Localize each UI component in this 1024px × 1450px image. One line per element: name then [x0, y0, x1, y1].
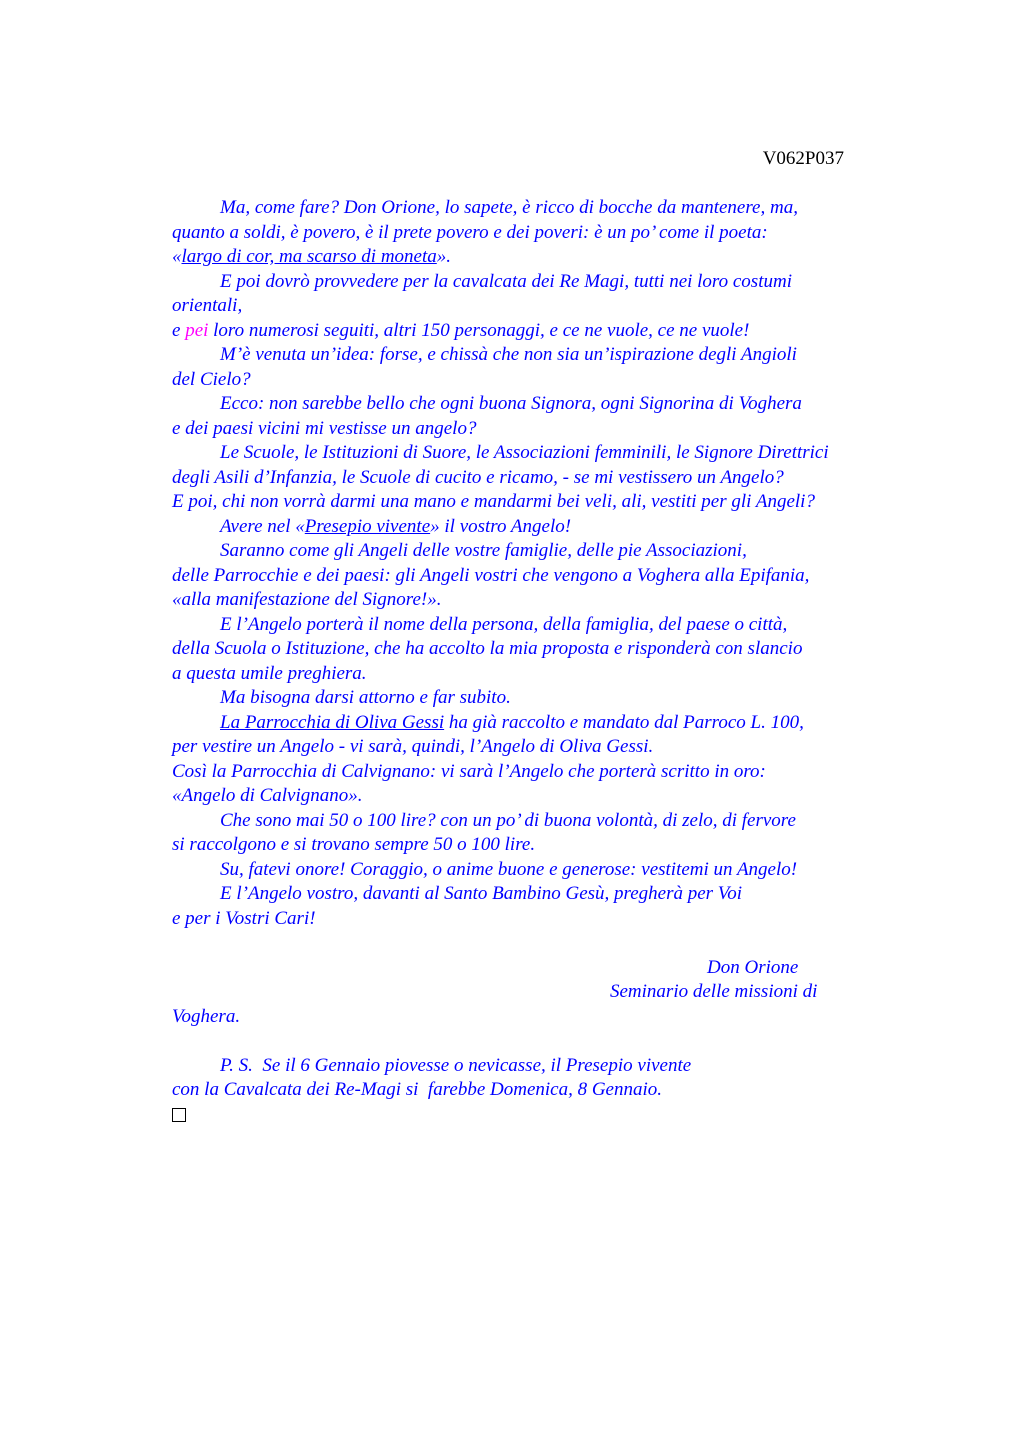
text-fragment: ha già raccolto e mandato dal Parroco L. 100,	[444, 711, 804, 733]
text-line: si raccolgono e si trovano sempre 50 o 100 lire.	[172, 834, 536, 855]
text-line: quanto a soldi, è povero, è il prete povero e dei poveri: è un po’ come il poeta:	[172, 221, 768, 243]
text-line: E poi dovrò provvedere per la cavalcata dei Re Magi, tutti nei loro costumi	[220, 270, 792, 292]
spacer	[172, 931, 892, 956]
empty-square-icon	[172, 1108, 186, 1122]
text-line: del Cielo?	[172, 368, 251, 390]
text-line	[172, 711, 892, 736]
signature-name: Don Orione	[707, 956, 799, 978]
text-line: E l’Angelo porterà il nome della persona, della famiglia, del paese o città,	[220, 613, 788, 635]
text-fragment: Avere nel «	[220, 515, 305, 537]
postscript-line: P. S. Se il 6 Gennaio piovesse o nevicasse, il Presepio vivente	[220, 1054, 692, 1076]
text-line: Ma bisogna darsi attorno e far subito.	[220, 687, 511, 708]
text-line: delle Parrocchie e dei paesi: gli Angeli vostri che vengono a Voghera alla Epifania,	[172, 564, 810, 586]
text-fragment: loro numerosi seguiti, altri 150 personaggi, e ce ne vuole, ce ne vuole!	[208, 319, 750, 341]
text-line: «Angelo di Calvignano».	[172, 785, 363, 806]
text-line: orientali,	[172, 295, 243, 316]
quote-close: ».	[436, 246, 452, 267]
text-line: M’è venuta un’idea: forse, e chissà che non sia un’ispirazione degli Angioli	[220, 344, 797, 365]
signature-line: Voghera.	[172, 1005, 241, 1027]
text-line: a questa umile preghiera.	[172, 662, 367, 684]
text-line: Le Scuole, le Istituzioni di Suore, le Associazioni femminili, le Signore Direttrici	[220, 442, 829, 463]
text-line: per vestire un Angelo - vi sarà, quindi, l’Angelo di Oliva Gessi.	[172, 736, 654, 757]
text-line: Ecco: non sarebbe bello che ogni buona Signora, ogni Signorina di Voghera	[220, 393, 802, 414]
text-line	[172, 245, 892, 270]
spacer	[172, 1029, 892, 1054]
underlined-phrase: La Parrocchia di Oliva Gessi	[220, 711, 445, 733]
page-reference-code: V062P037	[762, 148, 844, 169]
text-line	[172, 319, 892, 344]
text-fragment: e	[172, 319, 186, 341]
text-line	[172, 515, 892, 540]
text-line: Così la Parrocchia di Calvignano: vi sarà l’Angelo che porterà scritto in oro:	[172, 760, 766, 782]
text-line: e per i Vostri Cari!	[172, 907, 316, 929]
text-fragment: » il vostro Angelo!	[430, 515, 572, 537]
text-line: Che sono mai 50 o 100 lire? con un po’ di buona volontà, di zelo, di fervore	[220, 809, 796, 831]
text-line: E poi, chi non vorrà darmi una mano e mandarmi bei veli, ali, vestiti per gli Angeli?	[172, 491, 815, 512]
text-line: degli Asili d’Infanzia, le Scuole di cucito e ricamo, - se mi vestissero un Angelo?	[172, 466, 784, 488]
postscript-line: con la Cavalcata dei Re-Magi si farebbe Domenica, 8 Gennaio.	[172, 1079, 663, 1100]
letter-body	[172, 196, 892, 1129]
text-line: Ma, come fare? Don Orione, lo sapete, è ricco di bocche da mantenere, ma,	[220, 197, 798, 218]
text-line: e dei paesi vicini mi vestisse un angelo?	[172, 417, 477, 439]
text-line: Saranno come gli Angeli delle vostre famiglie, delle pie Associazioni,	[220, 540, 747, 561]
text-line: E l’Angelo vostro, davanti al Santo Bambino Gesù, pregherà per Voi	[220, 883, 743, 904]
end-marker	[172, 1103, 892, 1130]
underlined-phrase: Presepio vivente	[304, 515, 431, 537]
text-line: Su, fatevi onore! Coraggio, o anime buone e generose: vestitemi un Angelo!	[220, 858, 798, 880]
highlighted-word: pei	[185, 319, 209, 341]
text-line: «alla manifestazione del Signore!».	[172, 589, 442, 610]
signature-line: Seminario delle missioni di	[610, 981, 818, 1002]
text-line: della Scuola o Istituzione, che ha accolto la mia proposta e risponderà con slancio	[172, 638, 803, 659]
underlined-quote: largo di cor, ma scarso di moneta	[181, 246, 437, 267]
quote-open: «	[172, 246, 182, 267]
